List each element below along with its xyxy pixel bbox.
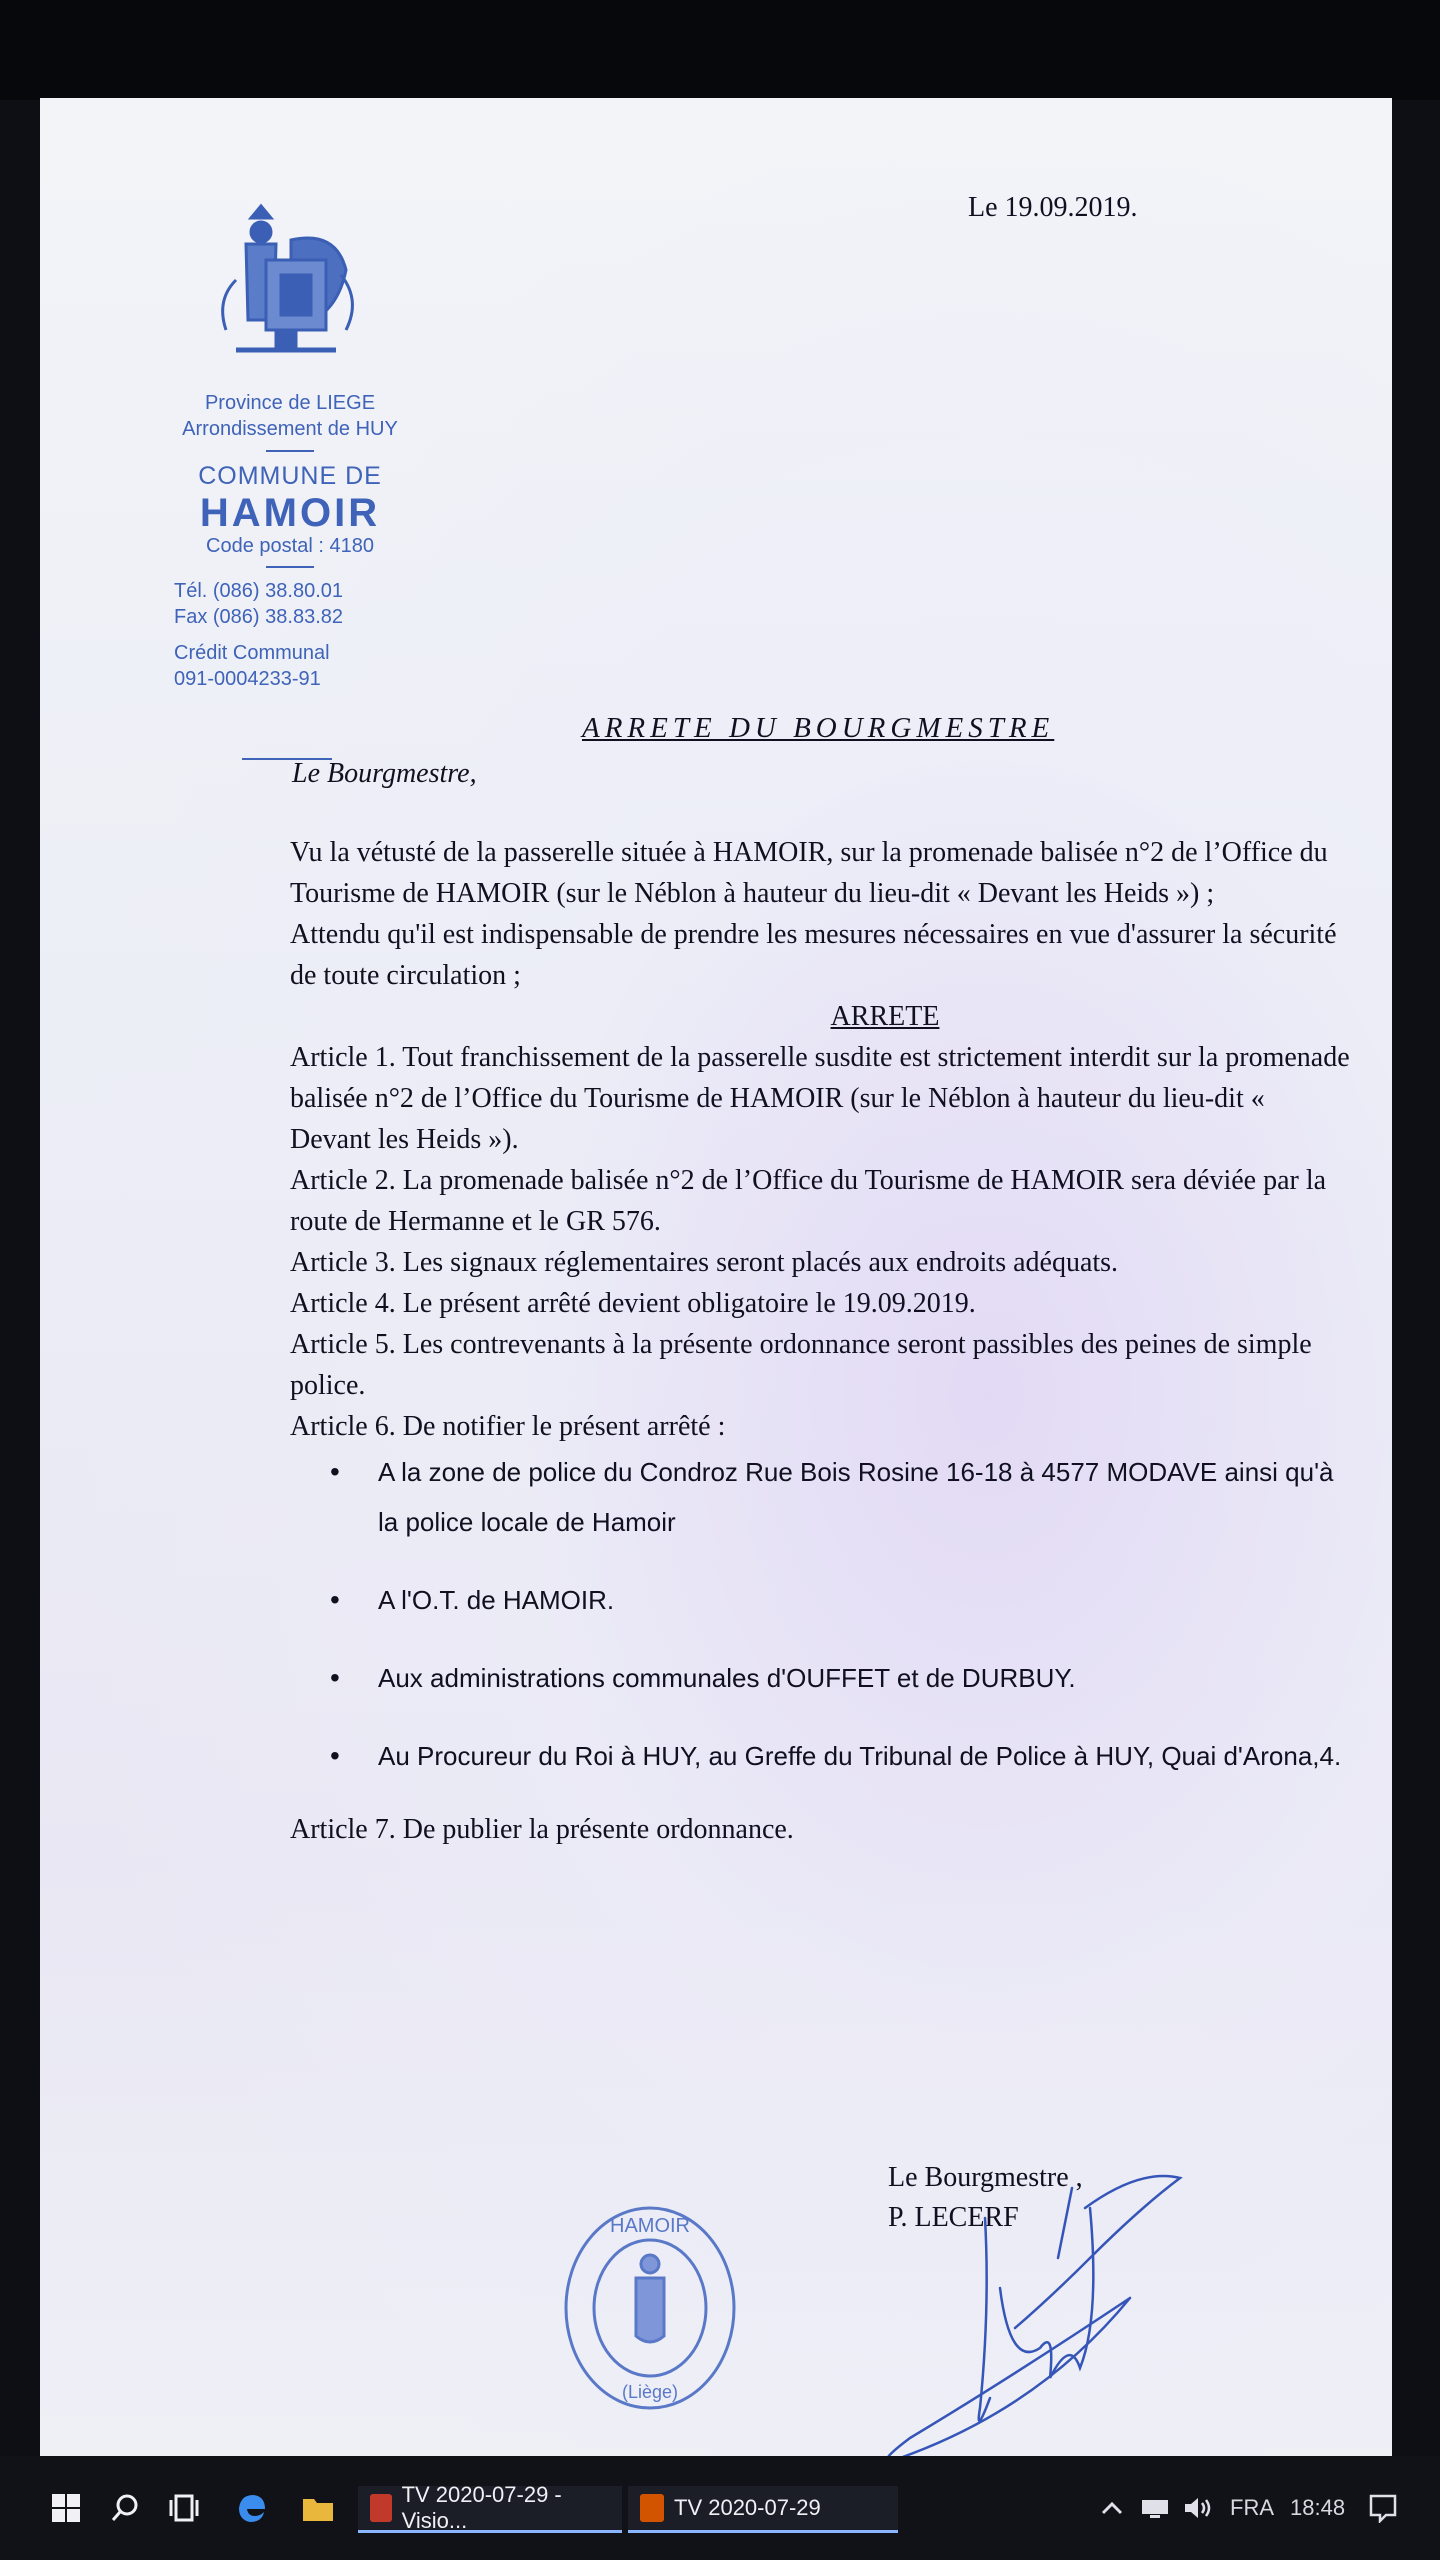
credit-account: 091-0004233-91 [174,668,321,690]
network-icon [1140,2497,1170,2519]
task-view-icon [168,2493,200,2523]
arrete-title: ARRETE [830,1001,940,1032]
windows-icon [52,2494,80,2522]
article: Article 4. Le présent arrêté devient obligatoire le 19.09.2019. [290,1288,976,1319]
letterhead [150,390,430,692]
volume-button[interactable] [1182,2486,1214,2530]
taskbar-app-pdf[interactable] [628,2486,898,2533]
article: Article 2. La promenade balisée n°2 de l’Office du Tourisme de HAMOIR sera déviée par la route de Hermanne et le GR 576. [290,1165,1327,1237]
list-item: • Au Procureur du Roi à HUY, au Greffe du Tribunal de Police à HUY, Quai d'Arona,4. [330,1731,1350,1781]
article: Article 5. Les contrevenants à la présente ordonnance seront passibles des peines de simple police. [290,1329,1312,1401]
article: Article 3. Les signaux réglementaires seront placés aux endroits adéquats. [290,1247,1119,1278]
article: Article 7. De publier la présente ordonnance. [290,1814,794,1845]
search-icon [110,2493,140,2523]
edge-icon [236,2492,268,2524]
coat-of-arms-icon [196,200,366,370]
telephone: Tél. (086) 38.80.01 [174,580,343,602]
screen-bezel [0,0,1440,100]
commune-label: COMMUNE DE [198,462,382,490]
search-button[interactable] [110,2486,140,2530]
taskbar-app-visio[interactable] [358,2482,622,2533]
commune-name: HAMOIR [199,491,381,535]
arrondissement: Arrondissement de HUY [182,418,398,440]
taskbar-app-label: TV 2020-07-29 - Visio... [401,2482,562,2533]
tray-chevron-button[interactable] [1100,2486,1124,2530]
consideration-paragraph: Vu la vétusté de la passerelle située à HAMOIR, sur la promenade balisée n°2 de l’Office du Tourisme de HAMOIR (sur le Néblon à hauteur du lieu-dit « Devant les Heids ») ; [290,837,1328,909]
taskbar-app-label: TV 2020-07-29 [674,2495,821,2520]
letterhead-divider [266,450,314,452]
language-indicator[interactable]: FRA [1230,2495,1274,2520]
svg-text:(Liège): (Liège) [621,2382,679,2402]
signature-name: P. LECERF [888,2202,1019,2233]
file-explorer-button[interactable] [302,2486,334,2530]
pdf-icon [640,2494,664,2522]
list-item: • A la zone de police du Condroz Rue Bois Rosine 16-18 à 4577 MODAVE ainsi qu'à la police locale de Hamoir [330,1447,1350,1547]
article: Article 1. Tout franchissement de la passerelle susdite est strictement interdit sur la promenade balisée n°2 de l’Office du Tourisme de HAMOIR (sur le Néblon à hauteur du lieu-dit « Devant les Heids »). [290,1042,1350,1155]
folder-icon [302,2494,334,2522]
taskbar [0,2456,1440,2560]
greeting: Le Bourgmestre, [292,758,477,789]
postal-code: Code postal : 4180 [206,535,374,557]
letterhead-divider [266,566,314,568]
start-button[interactable] [52,2486,80,2530]
chevron-up-icon [1100,2500,1124,2516]
list-item: • Aux administrations communales d'OUFFET et de DURBUY. [330,1653,1350,1703]
fax: Fax (086) 38.83.82 [174,606,343,628]
svg-text:HAMOIR: HAMOIR [610,2215,690,2237]
clock[interactable]: 18:48 [1290,2495,1346,2520]
network-button[interactable] [1140,2486,1170,2530]
article: Article 6. De notifier le présent arrêté : [290,1411,726,1442]
visio-icon [370,2494,392,2522]
consideration-paragraph: Attendu qu'il est indispensable de prendre les mesures nécessaires en vue d'assurer la sécurité de toute circulation ; [290,919,1337,991]
notification-icon [1368,2493,1398,2523]
document-date: Le 19.09.2019. [968,192,1138,223]
province: Province de LIEGE [204,392,376,414]
document-body [290,832,1350,1850]
document-heading: ARRETE DU BOURGMESTRE [582,712,1055,744]
volume-icon [1182,2494,1214,2522]
document-page [40,98,1392,2456]
task-view-button[interactable] [168,2486,200,2530]
edge-button[interactable] [236,2486,268,2530]
notification-list [290,1447,1350,1781]
handwritten-signature [840,2148,1200,2488]
signature-title: Le Bourgmestre , [888,2162,1083,2193]
list-item: • A l'O.T. de HAMOIR. [330,1575,1350,1625]
notifications-button[interactable] [1368,2486,1398,2530]
credit-label: Crédit Communal [174,642,330,664]
municipal-seal [558,2198,748,2418]
